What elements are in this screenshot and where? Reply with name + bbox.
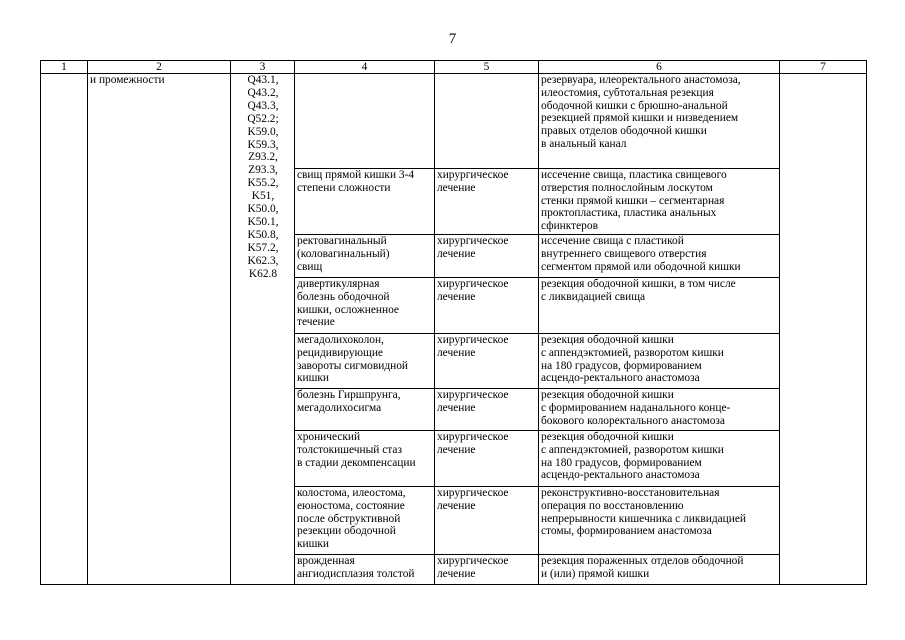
treatment-type-cell-line: хирургическое — [437, 333, 509, 346]
condition-cell-line: еюностома, состояние — [297, 499, 405, 512]
condition-cell-line: в стадии декомпенсации — [297, 456, 416, 469]
condition-cell-line: кишки, осложненное — [297, 303, 399, 316]
method-cell — [539, 234, 780, 277]
treatment-type-cell-line: лечение — [437, 443, 476, 456]
header-col-5: 5 — [435, 61, 539, 74]
treatment-type-cell — [435, 333, 539, 388]
icd-code: K50.8, — [247, 228, 279, 241]
method-cell — [539, 388, 780, 430]
method-cell — [539, 486, 780, 554]
condition-cell-line: ректовагинальный — [297, 234, 387, 247]
method-cell-line: на 180 градусов, формированием — [541, 359, 702, 372]
condition-cell-line: толстокишечный стаз — [297, 443, 402, 456]
method-cell-line: резекцией прямой кишки и низведением — [541, 112, 739, 125]
condition-cell-line: завороты сигмовидной — [297, 359, 409, 372]
method-cell-line: асцендо-ректального анастомоза — [541, 469, 700, 482]
icd-code: Z93.3, — [248, 164, 278, 177]
treatment-type-cell-line: лечение — [437, 499, 476, 512]
condition-cell — [295, 74, 435, 169]
condition-cell-line: дивертикулярная — [297, 277, 380, 290]
condition-cell-line: ангиодисплазия толстой — [297, 567, 415, 580]
method-cell-line: резекция пораженных отделов ободочной — [541, 554, 744, 567]
method-cell-line: илеостомия, субтотальная резекция — [541, 86, 714, 99]
method-cell-line: стенки прямой кишки – сегментарная — [541, 194, 725, 207]
condition-cell-line: резекции ободочной — [297, 525, 396, 538]
treatment-type-cell-line: лечение — [437, 567, 476, 580]
method-cell-line: реконструктивно-восстановительная — [541, 486, 720, 499]
condition-cell-line: мегадолихоколон, — [297, 333, 384, 346]
treatment-type-cell-line: лечение — [437, 401, 476, 414]
condition-cell — [295, 333, 435, 388]
method-cell-line: резекция ободочной кишки, в том числе — [541, 277, 736, 290]
method-cell-line: иссечение свища, пластика свищевого — [541, 169, 727, 181]
treatment-type-cell — [435, 486, 539, 554]
method-cell-line: ободочной кишки с брюшно-анальной — [541, 99, 728, 112]
header-row — [41, 61, 867, 74]
method-cell-line: проктопластика, пластика анальных — [541, 207, 717, 220]
icd-code: Q43.3, — [247, 99, 279, 112]
method-cell-line: резекция ободочной кишки — [541, 430, 674, 443]
condition-cell-line: течение — [297, 316, 335, 329]
treatment-type-cell-line: лечение — [437, 290, 476, 303]
method-cell-line: непрерывности кишечника с ликвидацией — [541, 512, 747, 525]
treatment-type-cell-line: хирургическое — [437, 554, 509, 567]
method-cell-line: внутреннего свищевого отверстия — [541, 247, 707, 260]
table-row — [41, 74, 867, 169]
treatment-type-cell-line: хирургическое — [437, 388, 509, 401]
treatment-type-cell — [435, 169, 539, 235]
method-cell — [539, 169, 780, 235]
condition-cell-line: рецидивирующие — [297, 346, 383, 359]
treatment-type-cell-line: хирургическое — [437, 277, 509, 290]
treatment-table — [40, 60, 867, 585]
method-cell-line: резекция ободочной кишки — [541, 333, 674, 346]
condition-cell-line: болезнь Гиршпрунга, — [297, 388, 401, 401]
treatment-type-cell — [435, 277, 539, 333]
method-cell-line: с аппендэктомией, разворотом кишки — [541, 346, 724, 359]
icd-code: Z93.2, — [248, 151, 278, 164]
page-number: 7 — [448, 31, 457, 47]
method-cell-line: с ликвидацией свища — [541, 290, 646, 303]
header-col-2: 2 — [88, 61, 231, 74]
treatment-type-cell — [435, 234, 539, 277]
treatment-type-cell-line: хирургическое — [437, 234, 509, 247]
condition-cell-line: кишки — [297, 372, 330, 385]
method-cell — [539, 554, 780, 584]
header-col-6: 6 — [539, 61, 780, 74]
treatment-type-cell — [435, 554, 539, 584]
profile-cell: и промежности — [88, 74, 231, 585]
condition-cell — [295, 486, 435, 554]
treatment-type-cell — [435, 430, 539, 486]
method-cell — [539, 430, 780, 486]
condition-cell — [295, 277, 435, 333]
treatment-type-cell-line: лечение — [437, 247, 476, 260]
method-cell-line: иссечение свища с пластикой — [541, 234, 684, 247]
treatment-type-cell-line: хирургическое — [437, 169, 509, 181]
norm-cell — [780, 74, 867, 585]
icd-code: K59.3, — [247, 138, 279, 151]
treatment-type-cell — [435, 388, 539, 430]
method-cell-line: сфинктеров — [541, 220, 598, 233]
condition-cell-line: болезнь ободочной — [297, 290, 390, 303]
icd-code: K62.8 — [248, 267, 278, 280]
condition-cell-line: (коловагинальный) — [297, 247, 390, 260]
method-cell-line: сегментом прямой или ободочной кишки — [541, 260, 741, 273]
condition-cell-line: после обструктивной — [297, 512, 401, 525]
method-cell — [539, 333, 780, 388]
condition-cell — [295, 554, 435, 584]
number-cell — [41, 74, 88, 585]
condition-cell — [295, 430, 435, 486]
method-cell-line: резервуара, илеоректального анастомоза, — [541, 74, 741, 86]
method-cell-line: резекция ободочной кишки — [541, 388, 674, 401]
icd-code: K59.0, — [247, 125, 279, 138]
condition-cell-line: свищ — [297, 260, 323, 273]
method-cell-line: с формированием наданального конце- — [541, 401, 731, 414]
treatment-type-cell-line: хирургическое — [437, 486, 509, 499]
icd-code: K50.0, — [247, 203, 279, 216]
condition-cell — [295, 169, 435, 235]
method-cell-line: операция по восстановлению — [541, 499, 684, 512]
method-cell — [539, 277, 780, 333]
condition-cell-line: хронический — [297, 430, 361, 443]
treatment-type-cell-line: хирургическое — [437, 430, 509, 443]
header-col-1: 1 — [41, 61, 88, 74]
method-cell-line: отверстия полнослойным лоскутом — [541, 181, 713, 194]
condition-cell-line: кишки — [297, 538, 330, 551]
condition-cell-line: колостома, илеостома, — [297, 486, 406, 499]
table-body — [41, 74, 867, 585]
condition-cell — [295, 234, 435, 277]
icd-codes-cell — [231, 74, 295, 585]
icd-code: Q52.2; — [247, 112, 279, 125]
header-col-7: 7 — [780, 61, 867, 74]
method-cell-line: стомы, формированием анастомоза — [541, 525, 712, 538]
method-cell-line: с аппендэктомией, разворотом кишки — [541, 443, 724, 456]
condition-cell-line: мегадолихосигма — [297, 401, 382, 414]
icd-code: K51, — [251, 190, 275, 203]
method-cell-line: асцендо-ректального анастомоза — [541, 372, 700, 385]
header-col-4: 4 — [295, 61, 435, 74]
icd-code: K50.1, — [247, 215, 279, 228]
icd-code: K55.2, — [247, 177, 279, 190]
treatment-type-cell — [435, 74, 539, 169]
header-col-3: 3 — [231, 61, 295, 74]
treatment-type-cell-line: лечение — [437, 346, 476, 359]
method-cell-line: в анальный канал — [541, 137, 627, 150]
condition-cell-line: врожденная — [297, 554, 355, 567]
condition-cell-line: степени сложности — [297, 181, 391, 194]
condition-cell — [295, 388, 435, 430]
icd-code: Q43.1, — [247, 74, 279, 86]
method-cell-line: на 180 градусов, формированием — [541, 456, 702, 469]
method-cell — [539, 74, 780, 169]
icd-code: Q43.2, — [247, 86, 279, 99]
condition-cell-line: свищ прямой кишки 3-4 — [297, 169, 415, 181]
icd-code: K57.2, — [247, 241, 279, 254]
method-cell-line: и (или) прямой кишки — [541, 567, 650, 580]
treatment-type-cell-line: лечение — [437, 181, 476, 194]
icd-code: K62.3, — [247, 254, 279, 267]
method-cell-line: правых отделов ободочной кишки — [541, 125, 707, 138]
method-cell-line: бокового колоректального анастомоза — [541, 414, 725, 427]
